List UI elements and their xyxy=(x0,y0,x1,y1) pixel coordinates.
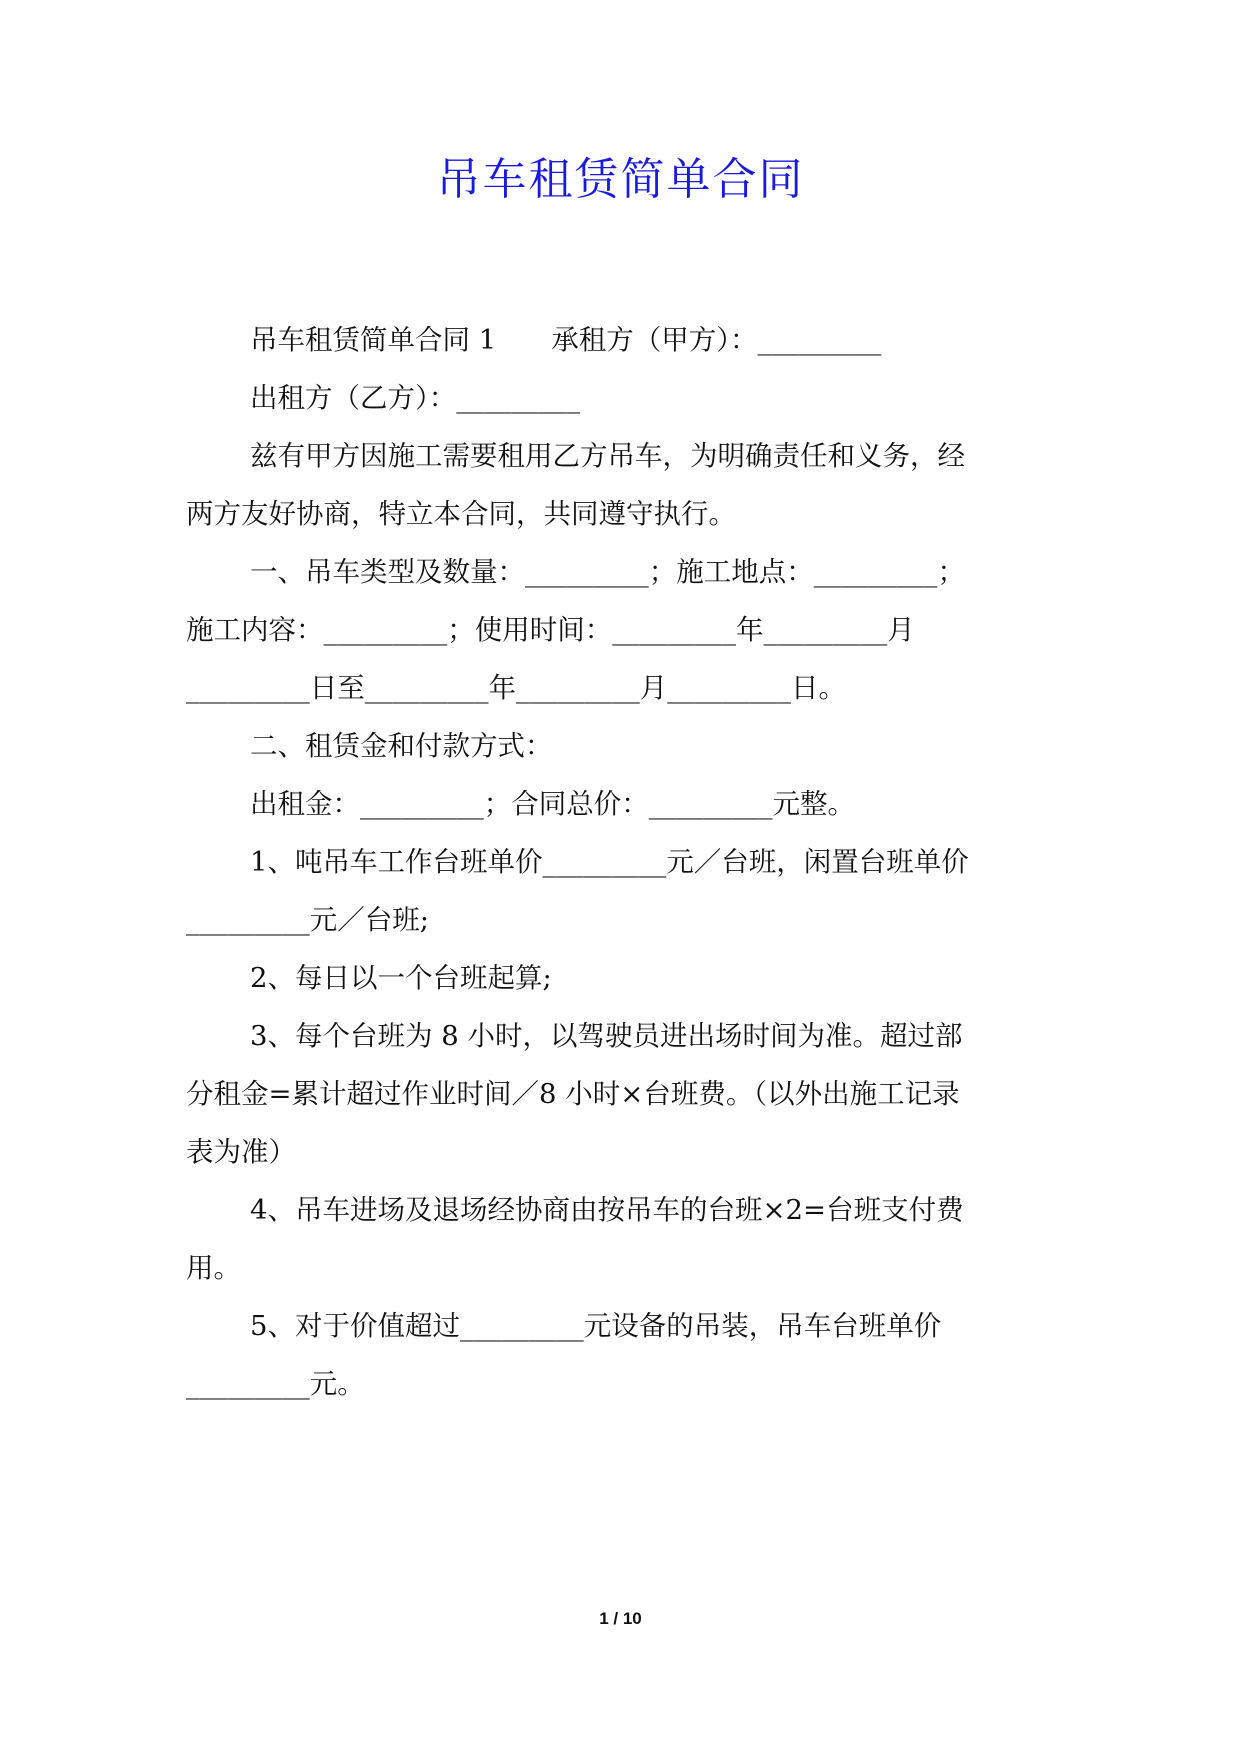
line-19: _________元。 xyxy=(186,1368,365,1400)
line-1: 吊车租赁简单合同 1 承租方（甲方）：_________ xyxy=(250,324,882,356)
line-2: 出租方（乙方）：_________ xyxy=(250,382,580,414)
line-15: 表为准） xyxy=(186,1136,296,1168)
line-6: 施工内容：_________；使用时间：_________年_________月 xyxy=(186,614,915,646)
line-12: 2、每日以一个台班起算; xyxy=(250,962,552,994)
line-9: 出租金：_________；合同总价：_________元整。 xyxy=(250,788,855,820)
line-11: _________元／台班; xyxy=(186,904,430,936)
document-title: 吊车租赁简单合同 xyxy=(436,154,805,205)
line-10: 1、吨吊车工作台班单价_________元／台班，闲置台班单价 xyxy=(250,846,969,878)
line-3: 兹有甲方因施工需要租用乙方吊车，为明确责任和义务，经 xyxy=(250,440,965,472)
line-17: 用。 xyxy=(186,1252,241,1284)
line-16: 4、吊车进场及退场经协商由按吊车的台班×2=台班支付费 xyxy=(250,1194,964,1226)
line-4: 两方友好协商，特立本合同，共同遵守执行。 xyxy=(186,498,736,530)
line-14: 分租金=累计超过作业时间／8 小时×台班费。（以外出施工记录 xyxy=(186,1078,960,1110)
page-number: 1 / 10 xyxy=(599,1609,642,1628)
line-7: _________日至_________年_________月_________日。 xyxy=(186,672,846,704)
line-5: 一、吊车类型及数量：_________；施工地点：_________； xyxy=(250,556,965,588)
line-18: 5、对于价值超过_________元设备的吊装，吊车台班单价 xyxy=(250,1310,942,1342)
line-13: 3、每个台班为 8 小时，以驾驶员进出场时间为准。超过部 xyxy=(250,1020,963,1052)
line-8: 二、租赁金和付款方式： xyxy=(250,730,553,762)
